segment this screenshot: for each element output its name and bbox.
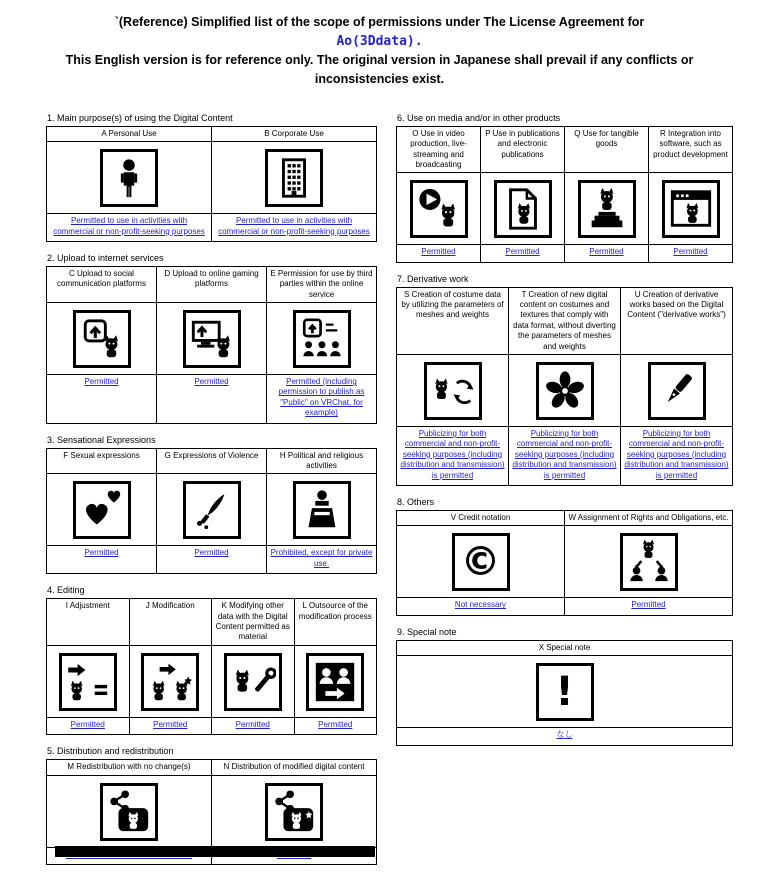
- third-party-upload-icon: [293, 310, 351, 368]
- item-label: R Integration into software, such as product development: [649, 126, 733, 173]
- item-icon-cell: [212, 142, 377, 214]
- building-icon: [265, 149, 323, 207]
- status-text: Permitted: [318, 719, 353, 729]
- section-3: [46, 435, 377, 575]
- software-window-cat-icon: [662, 180, 720, 238]
- section-9: [396, 627, 733, 746]
- section-8: [396, 497, 733, 616]
- upload-gaming-icon: [183, 310, 241, 368]
- item-label: J Modification: [129, 599, 212, 646]
- item-label: D Upload to online gaming platforms: [157, 266, 267, 302]
- status-text: Permitted: [194, 377, 229, 387]
- item-status-cell: [157, 546, 267, 574]
- header-title-line1: `(Reference) Simplified list of the scope of permissions under The License Agreement for: [114, 15, 645, 29]
- status-text: Permitted: [421, 247, 456, 257]
- item-status-cell: [397, 598, 565, 615]
- item-icon-cell: [267, 474, 377, 546]
- figurine-cat-icon: [578, 180, 636, 238]
- status-text: Permitted: [631, 600, 666, 610]
- permissions-table: [396, 126, 733, 263]
- item-label: B Corporate Use: [212, 126, 377, 141]
- item-icon-cell: [267, 303, 377, 375]
- status-text: Permitted: [235, 719, 270, 729]
- item-status-cell: [212, 717, 295, 734]
- item-label: P Use in publications and electronic publications: [481, 126, 565, 173]
- flower-icon: [536, 362, 594, 420]
- item-status-cell: [212, 214, 377, 242]
- item-label: M Redistribution with no change(s): [47, 760, 212, 775]
- header-title-line2: This English version is for reference only. The original version in Japanese shall prevail if any conflicts or inconsistencies exist.: [65, 53, 694, 86]
- item-status-cell: [294, 717, 377, 734]
- permissions-table: [46, 266, 377, 424]
- item-label: X Special note: [397, 640, 733, 655]
- item-label: I Adjustment: [47, 599, 130, 646]
- status-text: Publicizing for both commercial and non-profit-seeking purposes (including distribution and transmission) is permitted: [624, 429, 729, 480]
- arrow-equals-cat-icon: [59, 653, 117, 711]
- item-icon-cell: [565, 173, 649, 245]
- item-status-cell: [565, 598, 733, 615]
- status-text: Publicizing for both commercial and non-profit-seeking purposes (including distribution and transmission) is permitted: [400, 429, 505, 480]
- item-icon-cell: [47, 303, 157, 375]
- permissions-table: [46, 598, 377, 735]
- item-label: E Permission for use by third parties within the online service: [267, 266, 377, 302]
- permissions-table: [396, 287, 733, 486]
- item-status-cell: [509, 427, 621, 486]
- section-1: [46, 113, 377, 242]
- item-label: C Upload to social communication platforms: [47, 266, 157, 302]
- item-label: S Creation of costume data by utilizing the parameters of meshes and weights: [397, 287, 509, 354]
- item-status-cell: [47, 375, 157, 424]
- item-icon-cell: [621, 355, 733, 427]
- item-icon-cell: [47, 142, 212, 214]
- item-icon-cell: [157, 474, 267, 546]
- hearts-icon: [73, 481, 131, 539]
- item-icon-cell: [157, 303, 267, 375]
- permissions-table: [396, 510, 733, 616]
- status-text: Permitted: [673, 247, 708, 257]
- upload-social-icon: [73, 310, 131, 368]
- status-text: Not necessary: [454, 600, 507, 610]
- item-icon-cell: [47, 474, 157, 546]
- item-status-cell: [47, 546, 157, 574]
- status-text: Permitted: [589, 247, 624, 257]
- section-7: [396, 274, 733, 486]
- right-column: [396, 113, 733, 757]
- section-title: 5. Distribution and redistribution: [47, 746, 174, 757]
- item-icon-cell: [294, 645, 377, 717]
- item-icon-cell: [397, 526, 565, 598]
- item-label: L Outsource of the modification process: [294, 599, 377, 646]
- share-modified-cat-icon: [265, 783, 323, 841]
- section-title: 4. Editing: [47, 585, 85, 596]
- status-text: Permitted: [505, 247, 540, 257]
- section-title: 6. Use on media and/or in other products: [397, 112, 561, 123]
- left-column: [46, 113, 377, 876]
- content-columns: [0, 89, 759, 876]
- status-text: Permitted (including permission to publish as "Public" on VRChat, for example): [278, 377, 365, 418]
- status-text: なし: [556, 730, 573, 740]
- video-play-cat-icon: [410, 180, 468, 238]
- permissions-table: [396, 640, 733, 746]
- section-title: 8. Others: [397, 497, 435, 507]
- assignment-cat-icon: [620, 533, 678, 591]
- section-6: [396, 113, 733, 263]
- section-title: 1. Main purpose(s) of using the Digital Content: [47, 112, 233, 123]
- item-icon-cell: [47, 645, 130, 717]
- section-title: 7. Derivative work: [397, 273, 469, 284]
- exclamation-glyph: !: [555, 669, 574, 716]
- status-text: Permitted to use in activities with commercial or non-profit-seeking purposes: [218, 216, 370, 236]
- item-icon-cell: [397, 173, 481, 245]
- section-title: 3. Sensational Expressions: [47, 434, 156, 445]
- item-icon-cell: [212, 645, 295, 717]
- item-label: W Assignment of Rights and Obligations, etc.: [565, 511, 733, 526]
- status-text: Publicizing for both commercial and non-profit-seeking purposes (including distribution and transmission) is permitted: [512, 429, 617, 480]
- item-status-cell: [565, 245, 649, 262]
- exclamation-icon: [536, 663, 594, 721]
- cat-wrench-icon: [224, 653, 282, 711]
- item-label: G Expressions of Violence: [157, 448, 267, 474]
- status-text: Permitted: [153, 719, 188, 729]
- item-label: Q Use for tangible goods: [565, 126, 649, 173]
- podium-speech-icon: [293, 481, 351, 539]
- item-icon-cell: [47, 775, 212, 847]
- item-label: T Creation of new digital content on costumes and textures that comply with data format, without diverting the parameters of meshes and weights: [509, 287, 621, 354]
- item-status-cell: [649, 245, 733, 262]
- item-icon-cell: [509, 355, 621, 427]
- section-4: [46, 585, 377, 735]
- section-title: 9. Special note: [397, 626, 457, 637]
- knife-icon: [183, 481, 241, 539]
- item-label: O Use in video production, live-streaming and broadcasting: [397, 126, 481, 173]
- cropped-black-bar: [55, 846, 375, 857]
- item-icon-cell: [481, 173, 565, 245]
- product-name: Ao(3Ddata).: [336, 33, 423, 49]
- permissions-table: [46, 448, 377, 575]
- publication-cat-icon: [494, 180, 552, 238]
- person-icon: [100, 149, 158, 207]
- item-label: V Credit notation: [397, 511, 565, 526]
- status-text: Permitted: [70, 719, 105, 729]
- status-text: Permitted to use in activities with commercial or non-profit-seeking purposes: [53, 216, 205, 236]
- arrow-cat-icon: [141, 653, 199, 711]
- item-status-cell: [397, 427, 509, 486]
- section-title: 2. Upload to internet services: [47, 252, 164, 263]
- item-status-cell: [481, 245, 565, 262]
- pen-icon: [648, 362, 706, 420]
- copyright-glyph: ©: [460, 539, 501, 586]
- item-status-cell: [47, 214, 212, 242]
- item-status-cell: [129, 717, 212, 734]
- item-label: A Personal Use: [47, 126, 212, 141]
- item-label: N Distribution of modified digital content: [212, 760, 377, 775]
- item-icon-cell: [397, 355, 509, 427]
- costume-cat-icon: [424, 362, 482, 420]
- status-text: Prohibited, except for private use.: [270, 548, 373, 568]
- item-status-cell: [397, 245, 481, 262]
- copyright-icon: [452, 533, 510, 591]
- status-text: Permitted: [84, 377, 119, 387]
- status-text: Permitted: [84, 548, 119, 558]
- item-label: U Creation of derivative works based on the Digital Content ("derivative works"): [621, 287, 733, 354]
- item-label: H Political and religious activities: [267, 448, 377, 474]
- item-status-cell: [397, 728, 733, 745]
- item-status-cell: [267, 546, 377, 574]
- item-label: K Modifying other data with the Digital Content permitted as material: [212, 599, 295, 646]
- item-status-cell: [621, 427, 733, 486]
- item-status-cell: [47, 717, 130, 734]
- page-header: [28, 0, 731, 89]
- item-icon-cell: [565, 526, 733, 598]
- share-cat-icon: [100, 783, 158, 841]
- permissions-table: [46, 126, 377, 242]
- item-status-cell: [157, 375, 267, 424]
- item-status-cell: [267, 375, 377, 424]
- outsource-people-icon: [306, 653, 364, 711]
- item-icon-cell: [397, 656, 733, 728]
- section-2: [46, 253, 377, 424]
- item-label: F Sexual expressions: [47, 448, 157, 474]
- item-icon-cell: [649, 173, 733, 245]
- item-icon-cell: [212, 775, 377, 847]
- status-text: Permitted: [194, 548, 229, 558]
- item-icon-cell: [129, 645, 212, 717]
